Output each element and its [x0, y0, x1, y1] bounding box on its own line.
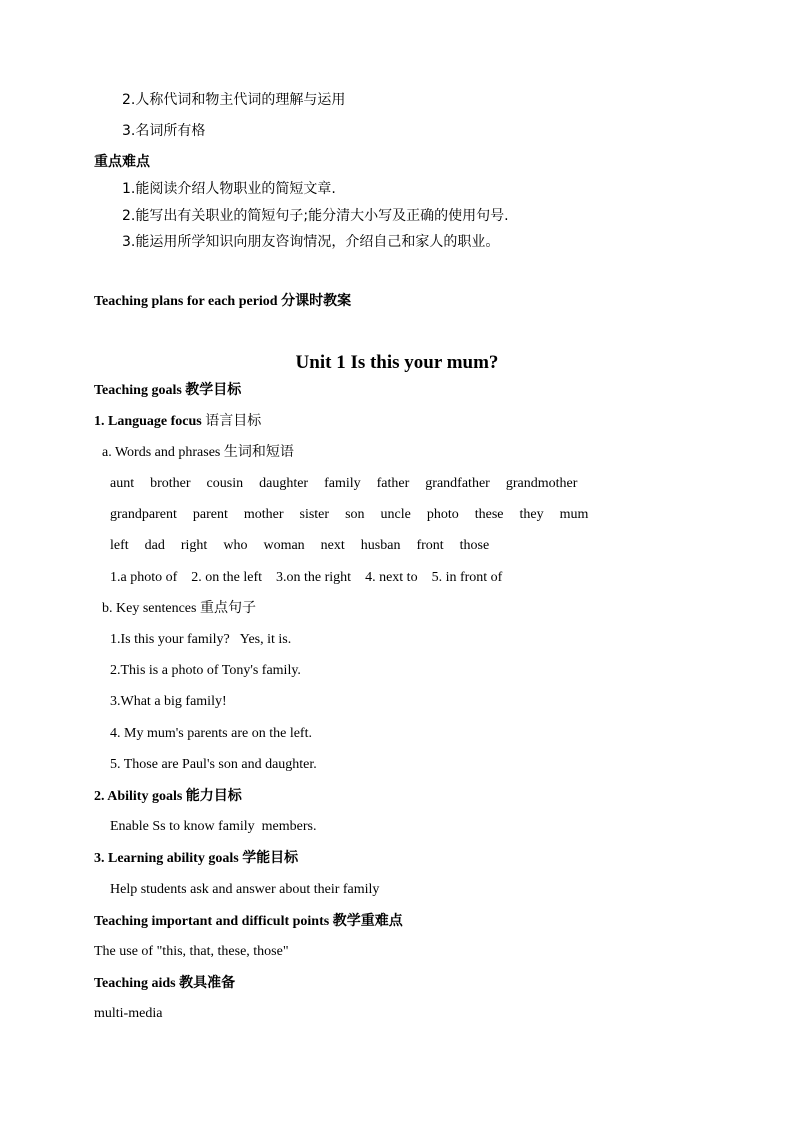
plans-heading [94, 292, 351, 311]
word: they [519, 507, 544, 522]
language-focus-heading [94, 412, 261, 431]
word: dad [144, 538, 165, 553]
word: brother [150, 476, 191, 491]
word: aunt [110, 476, 135, 491]
ability-goals-text: Enable Ss to know family members. [110, 819, 317, 834]
word: son [345, 507, 365, 522]
word: husban [360, 538, 401, 553]
learning-goals-heading [94, 849, 298, 868]
word: mum [559, 507, 589, 522]
list-item: 1.能阅读介绍人物职业的简短文章. [122, 181, 336, 197]
words-phrases-en: a. Words and phrases [102, 445, 221, 460]
word: grandmother [505, 476, 578, 491]
list-item: 3.能运用所学知识向朋友咨询情况，介绍自己和家人的职业。 [122, 234, 500, 250]
word: family [324, 476, 361, 491]
important-points-text: The use of "this, that, these, those" [94, 944, 289, 959]
sentence: 1.Is this your family? Yes, it is. [110, 632, 292, 647]
sentence: 3.What a big family! [110, 694, 227, 709]
language-focus-en: 1. Language focus [94, 414, 202, 429]
word: father [376, 476, 410, 491]
word: those [459, 538, 490, 553]
words-phrases-cn: 生词和短语 [223, 444, 294, 460]
sentence: 5. Those are Paul's son and daughter. [110, 757, 317, 772]
list-item: 2.人称代词和物主代词的理解与运用 [122, 92, 346, 108]
key-sentences-cn: 重点句子 [199, 600, 256, 616]
plans-heading-cn: 分课时教案 [281, 293, 352, 309]
ability-goals-heading [94, 787, 242, 806]
word: these [474, 507, 504, 522]
word: woman [263, 538, 305, 553]
word-row [110, 475, 577, 493]
learning-goals-text: Help students ask and answer about their family [110, 882, 380, 897]
teaching-aids-text: multi-media [94, 1006, 163, 1021]
ability-goals-en: 2. Ability goals [94, 789, 183, 804]
sentence: 4. My mum's parents are on the left. [110, 726, 312, 741]
learning-goals-cn: 学能目标 [242, 850, 299, 866]
word: left [110, 538, 129, 553]
teaching-aids-en: Teaching aids [94, 976, 176, 991]
word: front [416, 538, 444, 553]
word: uncle [380, 507, 411, 522]
word: parent [192, 507, 228, 522]
sentence: 2.This is a photo of Tony's family. [110, 663, 301, 678]
teaching-aids-heading [94, 974, 235, 993]
goals-heading-en: Teaching goals [94, 383, 182, 398]
word: sister [299, 507, 330, 522]
goals-heading [94, 381, 241, 400]
word: grandfather [425, 476, 490, 491]
important-points-heading [94, 912, 403, 931]
plans-heading-en: Teaching plans for each period [94, 294, 278, 309]
word-row [110, 537, 489, 555]
important-points-en: Teaching important and difficult points [94, 914, 330, 929]
phrases-line: 1.a photo of 2. on the left 3.on the right 4. next to 5. in front of [110, 570, 503, 585]
key-difficult-heading: 重点难点 [94, 154, 150, 170]
language-focus-cn: 语言目标 [205, 413, 262, 429]
list-item: 3.名词所有格 [122, 123, 206, 139]
unit-title: Unit 1 Is this your mum? [295, 352, 499, 373]
word: grandparent [110, 507, 177, 522]
words-phrases-heading [102, 443, 294, 462]
word: right [180, 538, 208, 553]
ability-goals-cn: 能力目标 [185, 788, 242, 804]
learning-goals-en: 3. Learning ability goals [94, 851, 239, 866]
word: next [320, 538, 345, 553]
key-sentences-heading [102, 599, 256, 618]
word-row [110, 506, 588, 524]
word: who [223, 538, 248, 553]
word: cousin [206, 476, 244, 491]
list-item: 2.能写出有关职业的简短句子;能分清大小写及正确的使用句号. [122, 208, 509, 224]
teaching-aids-cn: 教具准备 [179, 975, 236, 991]
word: daughter [259, 476, 309, 491]
key-sentences-en: b. Key sentences [102, 601, 197, 616]
important-points-cn: 教学重难点 [332, 913, 403, 929]
word: mother [243, 507, 284, 522]
goals-heading-cn: 教学目标 [185, 382, 242, 398]
word: photo [426, 507, 459, 522]
